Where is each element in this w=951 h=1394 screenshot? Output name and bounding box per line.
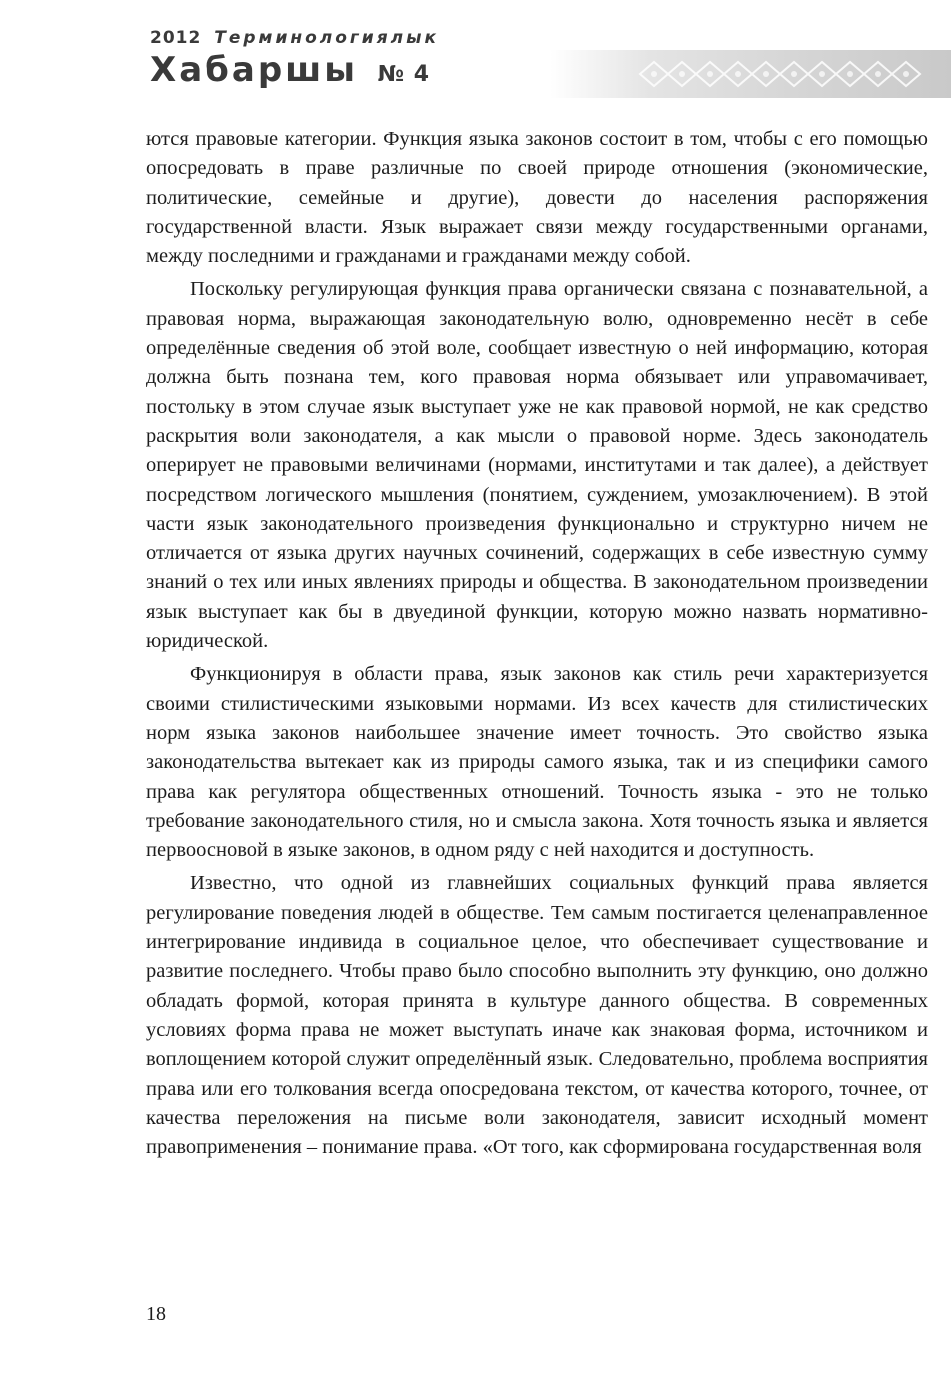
header-issue-number: № 4 [377,62,431,87]
page-number: 18 [146,1303,166,1325]
header-ornament-band [550,50,951,98]
article-body [146,125,928,1166]
paragraph-1: ются правовые категории. Функция языка законов состоит в том, чтобы с его помощью опосредовать в праве различные по своей природе отношения (экономические, политические, семейные и другие), довести до населения распоряжения государственной власти. Язык выражает связи между государственными органами, между последними и гражданами и гражданами между собой. [146,128,928,268]
paragraph-3: Функционируя в области права, язык законов как стиль речи характеризуется своими стилистическими языковыми нормами. Из всех качеств для стилистических норм языка законов наибольшее значение имеет точность. Это свойство языка законодательства вытекает как из природы самого языка, так и из специфики самого права как регулятора общественных отношений. Точность языка - это не только требование законодательного стиля, но и смысла закона. Хотя точность языка и является первоосновой в языке законов, в одном ряду с ней находится и доступность. [146,663,928,862]
header-line-top [150,28,951,48]
ornament-pattern-icon [550,50,951,98]
journal-header [150,28,951,100]
header-title-line2: Хабаршы [150,50,359,90]
paragraph-2: Поскольку регулирующая функция права органически связана с познавательной, а правовая норма, выражающая законодательную волю, одновременно несёт в себе определённые сведения об этой воле, сообщает известную о ней информацию, которая должна быть познана тем, кого правовая норма обязывает или управомачивает, постольку в этом случае язык выступает уже не как правовой нормой, не как средство раскрытия воли законодателя, а как мысли о правовой норме. Здесь законодатель оперирует не правовыми величинами (нормами, институтами и так далее), а действует посредством логического мышления (понятием, суждением, умозаключением). В этой части язык законодательного произведения функционально и структурно ничем не отличается от языка других научных сочинений, содержащих в себе известную сумму знаний о тех или иных явлениях природы и общества. В законодательном произведении язык выступает как бы в двуединой функции, которую можно назвать нормативно-юридической. [146,278,928,653]
header-title-line1: Терминологиялык [214,28,439,48]
header-year: 2012 [150,28,202,48]
paragraph-4: Известно, что одной из главнейших социальных функций права является регулирование поведения людей в обществе. Тем самым постигается целенаправленное интегрирование индивида в социальное целое, что обеспечивает существование и развитие последнего. Чтобы право было способно выполнить эту функцию, оно должно обладать формой, которая принята в культуре данного общества. В современных условиях форма права не может выступать иначе как знаковая форма, источником и воплощением которой служит определённый язык. Следовательно, проблема восприятия права или его толкования всегда опосредована текстом, от качества которого, точнее, от качества переложения на письме воли законодателя, зависит исходный момент правоприменения – понимание права. «От того, как сформирована государственная воля [146,872,928,1159]
